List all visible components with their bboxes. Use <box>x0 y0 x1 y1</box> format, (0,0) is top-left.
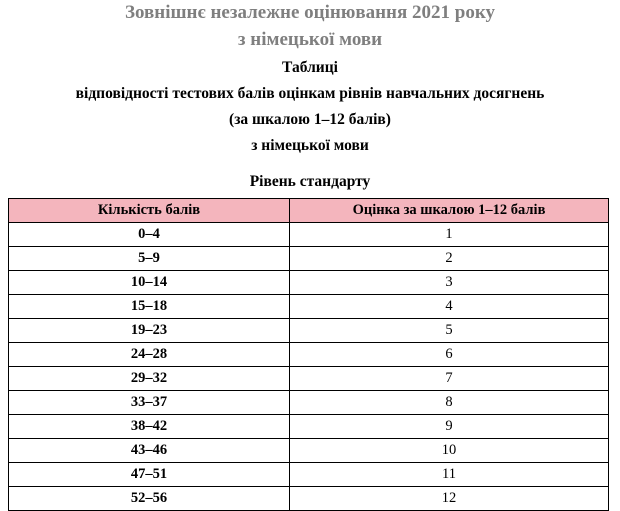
grade-cell: 8 <box>290 391 609 415</box>
points-range-cell: 0–4 <box>9 223 290 247</box>
tables-heading: Таблиці <box>282 59 338 76</box>
table-row <box>9 415 609 439</box>
table-header-row <box>9 199 609 223</box>
grade-cell: 1 <box>290 223 609 247</box>
grade-cell: 2 <box>290 247 609 271</box>
table-row <box>9 343 609 367</box>
points-range-cell: 15–18 <box>9 295 290 319</box>
grade-cell: 10 <box>290 439 609 463</box>
score-conversion-table <box>8 198 609 511</box>
table-row <box>9 463 609 487</box>
document-title: Зовнішнє незалежне оцінювання 2021 року <box>124 2 496 23</box>
table-row <box>9 247 609 271</box>
table-row <box>9 439 609 463</box>
grade-cell: 3 <box>290 271 609 295</box>
document-subject: з німецької мови <box>237 29 383 50</box>
column-header-points: Кількість балів <box>9 199 290 223</box>
table-row <box>9 487 609 511</box>
points-range-cell: 19–23 <box>9 319 290 343</box>
level-title: Рівень стандарту <box>249 173 371 190</box>
table-row <box>9 319 609 343</box>
table-row <box>9 271 609 295</box>
grade-cell: 4 <box>290 295 609 319</box>
grade-cell: 5 <box>290 319 609 343</box>
subject-note: з німецької мови <box>251 137 369 154</box>
column-header-grade: Оцінка за шкалою 1–12 балів <box>290 199 609 223</box>
grade-cell: 11 <box>290 463 609 487</box>
tables-description: відповідності тестових балів оцінкам рівнів навчальних досягнень <box>75 85 545 102</box>
table-row <box>9 295 609 319</box>
scale-note: (за шкалою 1–12 балів) <box>229 111 391 128</box>
table-row <box>9 223 609 247</box>
points-range-cell: 47–51 <box>9 463 290 487</box>
points-range-cell: 33–37 <box>9 391 290 415</box>
points-range-cell: 29–32 <box>9 367 290 391</box>
grade-cell: 7 <box>290 367 609 391</box>
points-range-cell: 10–14 <box>9 271 290 295</box>
grade-cell: 12 <box>290 487 609 511</box>
table-row <box>9 391 609 415</box>
grade-cell: 6 <box>290 343 609 367</box>
points-range-cell: 43–46 <box>9 439 290 463</box>
points-range-cell: 5–9 <box>9 247 290 271</box>
points-range-cell: 52–56 <box>9 487 290 511</box>
points-range-cell: 38–42 <box>9 415 290 439</box>
table-row <box>9 367 609 391</box>
points-range-cell: 24–28 <box>9 343 290 367</box>
grade-cell: 9 <box>290 415 609 439</box>
